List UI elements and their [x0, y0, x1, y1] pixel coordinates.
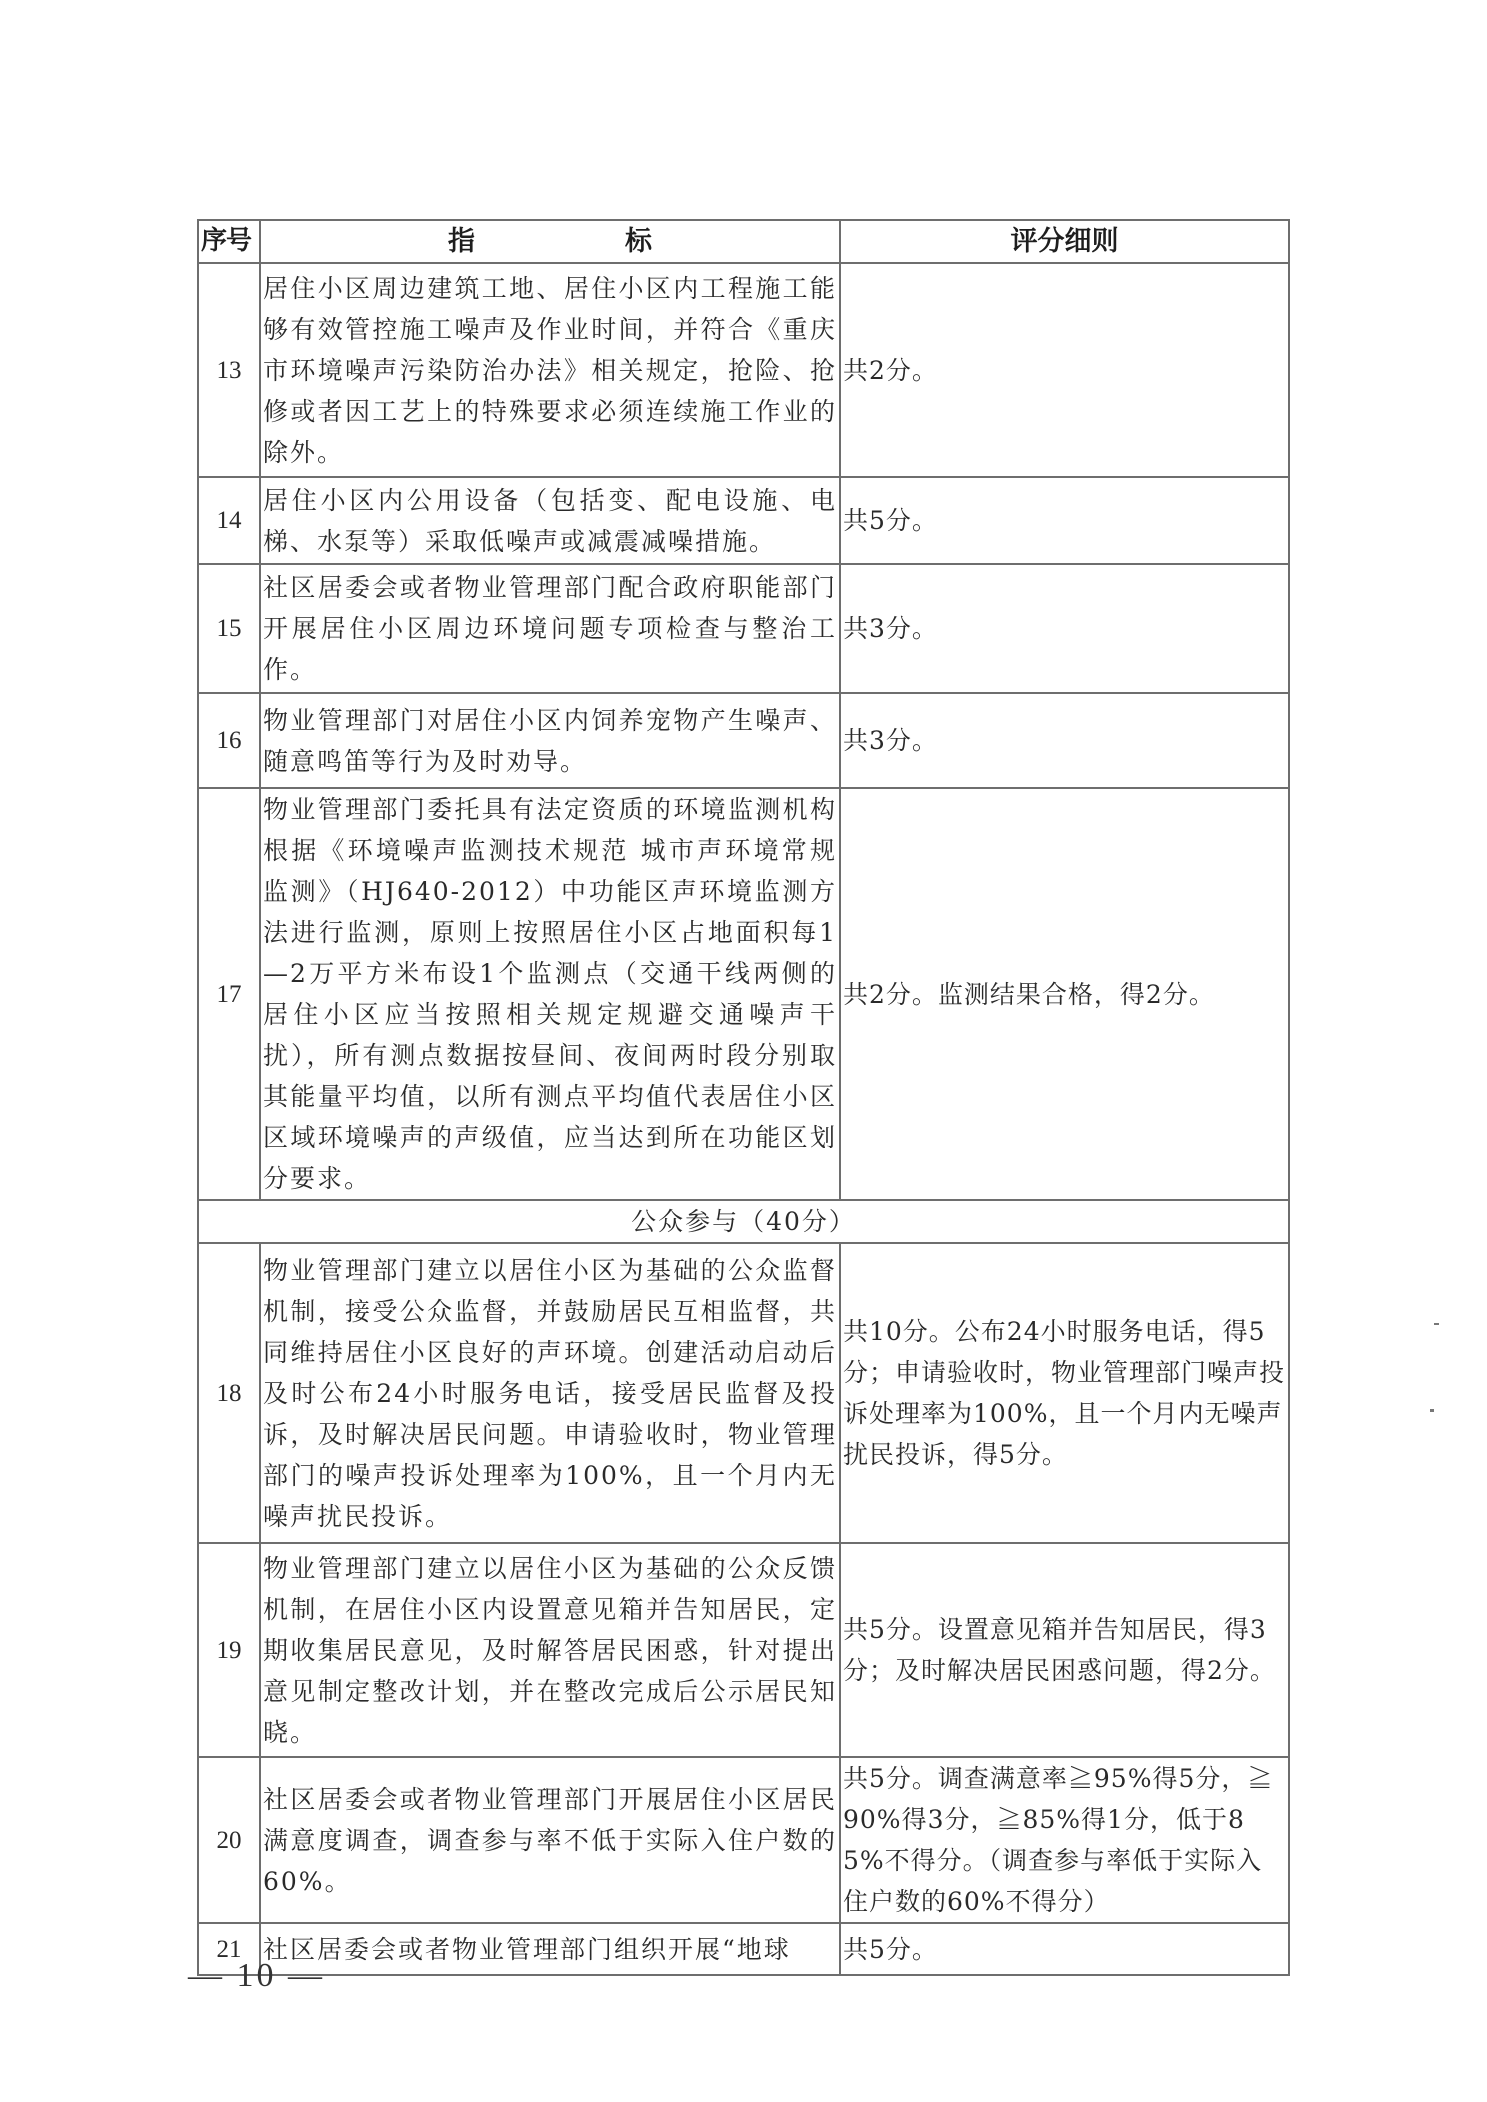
header-indicator-part1: 指: [448, 226, 475, 257]
row-seq: 14: [198, 477, 260, 564]
table-row: [198, 263, 1289, 477]
table-row: [198, 1923, 1289, 1975]
row-seq: 16: [198, 693, 260, 788]
row-scoring: 共5分。设置意见箱并告知居民，得3分；及时解决居民困惑问题，得2分。: [840, 1543, 1289, 1757]
table-row: [198, 693, 1289, 788]
table-row: [198, 1543, 1289, 1757]
row-scoring: 共3分。: [840, 564, 1289, 693]
section-heading: 公众参与（40分）: [198, 1200, 1289, 1243]
row-seq: 15: [198, 564, 260, 693]
header-indicator-part2: 标: [625, 226, 652, 257]
row-seq: 19: [198, 1543, 260, 1757]
scoring-table: [197, 219, 1290, 1976]
table-row: [198, 477, 1289, 564]
row-scoring: 共5分。调查满意率≧95%得5分，≧90%得3分，≧85%得1分，低于85%不得分。（调查参与率低于实际入住户数的60%不得分）: [840, 1757, 1289, 1923]
row-seq: 20: [198, 1757, 260, 1923]
row-scoring: 共5分。: [840, 477, 1289, 564]
row-seq: 13: [198, 263, 260, 477]
row-indicator: 社区居委会或者物业管理部门开展居住小区居民满意度调查，调查参与率不低于实际入住户数的60%。: [260, 1757, 840, 1923]
row-indicator: 物业管理部门对居住小区内饲养宠物产生噪声、随意鸣笛等行为及时劝导。: [260, 693, 840, 788]
table-row: [198, 564, 1289, 693]
row-scoring: 共3分。: [840, 693, 1289, 788]
row-indicator: 物业管理部门建立以居住小区为基础的公众反馈机制，在居住小区内设置意见箱并告知居民，定期收集居民意见，及时解答居民困惑，针对提出意见制定整改计划，并在整改完成后公示居民知晓。: [260, 1543, 840, 1757]
header-scoring: 评分细则: [840, 220, 1289, 263]
row-seq: 17: [198, 788, 260, 1200]
row-scoring: 共2分。: [840, 263, 1289, 477]
scan-speck: [1434, 1323, 1439, 1325]
table-row: [198, 1243, 1289, 1543]
row-scoring: 共5分。: [840, 1923, 1289, 1975]
row-indicator: 社区居委会或者物业管理部门组织开展“地球: [260, 1923, 840, 1975]
row-indicator: 物业管理部门建立以居住小区为基础的公众监督机制，接受公众监督，并鼓励居民互相监督，共同维持居住小区良好的声环境。创建活动启动后及时公布24小时服务电话，接受居民监督及投诉，及时解决居民问题。申请验收时，物业管理部门的噪声投诉处理率为100%，且一个月内无噪声扰民投诉。: [260, 1243, 840, 1543]
row-scoring: 共2分。监测结果合格，得2分。: [840, 788, 1289, 1200]
table-row: [198, 788, 1289, 1200]
section-row: [198, 1200, 1289, 1243]
row-indicator: 社区居委会或者物业管理部门配合政府职能部门开展居住小区周边环境问题专项检查与整治工作。: [260, 564, 840, 693]
scan-speck: [1430, 1409, 1434, 1412]
table-row: [198, 1757, 1289, 1923]
header-seq: 序号: [198, 220, 260, 263]
row-seq: 18: [198, 1243, 260, 1543]
row-scoring: 共10分。公布24小时服务电话，得5分；申请验收时，物业管理部门噪声投诉处理率为100%，且一个月内无噪声扰民投诉，得5分。: [840, 1243, 1289, 1543]
page-number: — 10 —: [188, 1957, 325, 1994]
row-indicator: 居住小区周边建筑工地、居住小区内工程施工能够有效管控施工噪声及作业时间，并符合《重庆市环境噪声污染防治办法》相关规定，抢险、抢修或者因工艺上的特殊要求必须连续施工作业的除外。: [260, 263, 840, 477]
table-header-row: [198, 220, 1289, 263]
header-indicator: [260, 220, 840, 263]
row-indicator: 居住小区内公用设备（包括变、配电设施、电梯、水泵等）采取低噪声或减震减噪措施。: [260, 477, 840, 564]
row-seq: 21: [198, 1923, 260, 1975]
row-indicator: 物业管理部门委托具有法定资质的环境监测机构根据《环境噪声监测技术规范 城市声环境常规监测》（HJ640-2012）中功能区声环境监测方法进行监测，原则上按照居住小区占地面积每1—2万平方米布设1个监测点（交通干线两侧的居住小区应当按照相关规定规避交通噪声干扰），所有测点数据按昼间、夜间两时段分别取其能量平均值，以所有测点平均值代表居住小区区域环境噪声的声级值，应当达到所在功能区划分要求。: [260, 788, 840, 1200]
